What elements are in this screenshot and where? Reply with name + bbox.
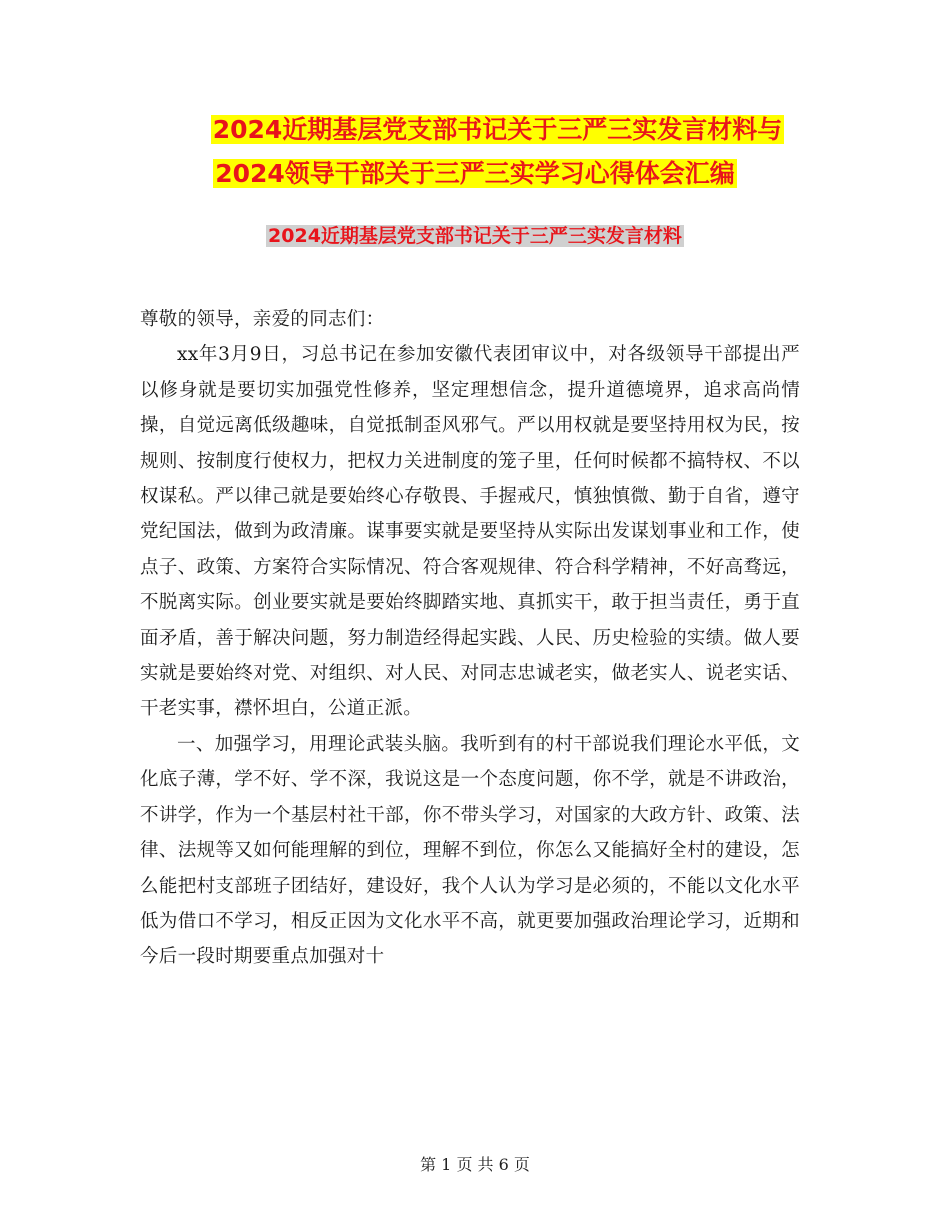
title-line-2: 2024领导干部关于三严三实学习心得体会汇编 <box>215 159 735 188</box>
greeting-paragraph: 尊敬的领导，亲爱的同志们： <box>140 309 385 330</box>
document-body <box>140 302 800 975</box>
title-line-1: 2024近期基层党支部书记关于三严三实发言材料与 <box>212 115 783 144</box>
body-paragraph-2: 一、加强学习，用理论武装头脑。我听到有的村干部说我们理论水平低，文化底子薄，学不好、学不深，我说这是一个态度问题，你不学，就是不讲政治，不讲学，作为一个基层村社干部，你不带头学习，对国家的大政方针、政策、法律、法规等又如何能理解的到位，理解不到位，你怎么又能搞好全村的建设，怎么能把村支部班子团结好，建设好，我个人认为学习是必须的，不能以文化水平低为借口不学习，相反正因为文化水平不高，就更要加强政治理论学习，近期和今后一段时期要重点加强对十 <box>140 733 800 968</box>
document-title <box>0 108 950 196</box>
section-title <box>0 220 950 252</box>
page-footer: 第 1 页 共 6 页 <box>420 1155 530 1174</box>
body-paragraph-1: xx年3月9日，习总书记在参加安徽代表团审议中，对各级领导干部提出严以修身就是要切实加强党性修养，坚定理想信念，提升道德境界，追求高尚情操，自觉远离低级趣味，自觉抵制歪风邪气。严以用权就是要坚持用权为民，按规则、按制度行使权力，把权力关进制度的笼子里，任何时候都不搞特权、不以权谋私。严以律己就是要始终心存敬畏、手握戒尺，慎独慎微、勤于自省，遵守党纪国法，做到为政清廉。谋事要实就是要坚持从实际出发谋划事业和工作，使点子、政策、方案符合实际情况、符合客观规律、符合科学精神，不好高骛远，不脱离实际。创业要实就是要始终脚踏实地、真抓实干，敢于担当责任，勇于直面矛盾，善于解决问题，努力制造经得起实践、人民、历史检验的实绩。做人要实就是要始终对党、对组织、对人民、对同志忠诚老实，做老实人、说老实话、干老实事，襟怀坦白，公道正派。 <box>140 344 800 720</box>
section-title-text: 2024近期基层党支部书记关于三严三实发言材料 <box>268 225 682 247</box>
